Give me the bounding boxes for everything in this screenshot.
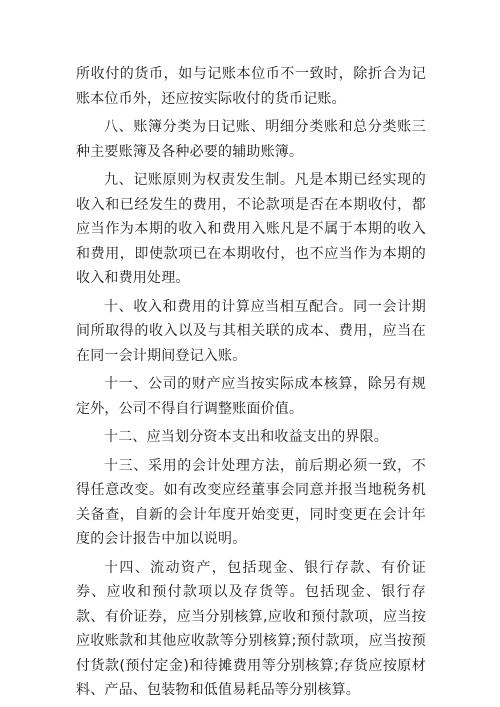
- paragraph-14-current-assets: 十四、流动资产，包括现金、银行存款、有价证券、应收和预付款项以及存货等。包括现金、银行存款、有价证券，应当分别核算,应收和预付款项，应当按应收账款和其他应收款等分别核算;预付款项，应当按预付货款(预付定金)和待摊费用等分别核算;存货应按原材料、产品、包装物和低值易耗品等分别核算。: [76, 559, 426, 698]
- paragraph-11-cost: 十一、公司的财产应当按实际成本核算，除另有规定外，公司不得自行调整账面价值。: [76, 376, 426, 417]
- paragraph-currency: 所收付的货币，如与记账本位币不一致时，除折合为记账本位币外，还应按实际收付的货币记账。: [76, 66, 426, 107]
- document-body: [76, 62, 426, 703]
- paragraph-10-matching: 十、收入和费用的计算应当相互配合。同一会计期间所取得的收入以及与其相关联的成本、费用，应当在在同一会计期间登记入账。: [76, 298, 426, 364]
- paragraph-13-consistency: 十三、采用的会计处理方法，前后期必须一致，不得任意改变。如有改变应经董事会同意并报当地税务机关备查，自新的会计年度开始变更，同时变更在会计年度的会计报告中加以说明。: [76, 457, 426, 547]
- paragraph-12-capital: 十二、应当划分资本支出和收益支出的界限。: [104, 429, 388, 445]
- paragraph-8-ledgers: 八、账簿分类为日记账、明细分类账和总分类账三种主要账簿及各种必要的辅助账簿。: [76, 119, 426, 160]
- paragraph-9-accrual: 九、记账原则为权责发生制。凡是本期已经实现的收入和已经发生的费用，不论款项是否在本期收付，都应当作为本期的收入和费用入账凡是不属于本期的收入和费用，即使款项已在本期收付，也不应当作为本期的收入和费用处理。: [76, 172, 426, 286]
